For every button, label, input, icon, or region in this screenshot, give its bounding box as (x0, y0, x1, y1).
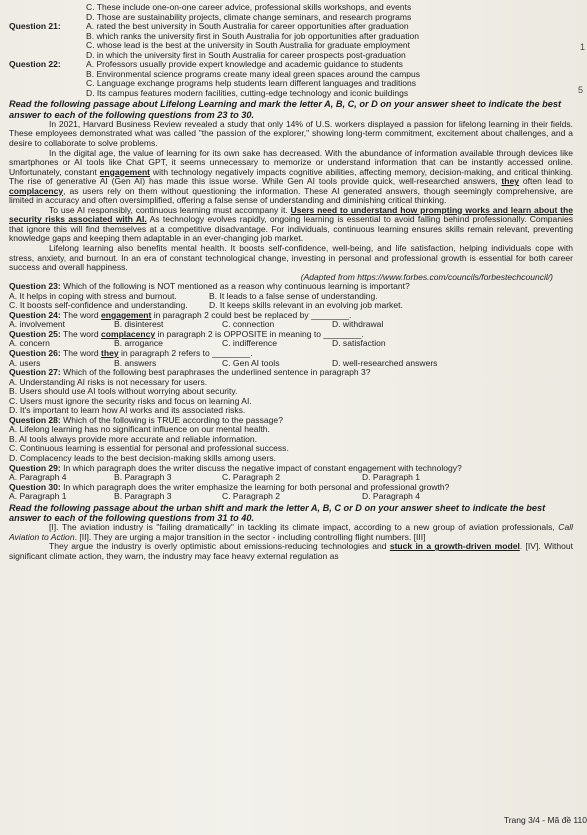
option-q28-d: D. Complacency leads to the best decision-making skills among users. (9, 453, 276, 464)
margin-mark-2: 5 (578, 85, 584, 95)
option-q30-d: D. Paragraph 4 (362, 491, 420, 502)
option-q24-b: B. disinterest (114, 319, 164, 330)
page-footer: Trang 3/4 - Mã đề 110 (503, 815, 587, 825)
option-q29-b: B. Paragraph 3 (114, 472, 172, 483)
option-q25-d: D. satisfaction (332, 338, 386, 349)
option-q25-c: C. indifference (222, 338, 277, 349)
question-30-text: In which paragraph does the writer emphasize the learning for both personal and professional growth? (60, 481, 450, 492)
option-q26-d: D. well-researched answers (332, 357, 438, 368)
p2-text-b: with technology negatively impacts cognitive abilities, affecting memory, decision-making, and critical thinking. The rise of generative AI (Gen AI) has made this issue worse. While Gen AI tools provide quick, well-researched answers, (9, 166, 573, 187)
option-q30-b: B. Paragraph 3 (114, 491, 172, 502)
question-25-stem (9, 330, 573, 340)
underlined-sentence: Users need to understand how prompting works and learn about the security risks associated with AI. (9, 204, 573, 225)
passage2-p2-text-a: They argue the industry is overly optimistic about emissions-reducing technologies and (49, 541, 390, 552)
option-q22-b: B. Environmental science programs create many ideal green spaces around the campus (86, 68, 420, 79)
question-25-label: Question 25: (9, 328, 61, 339)
p3-text-a: To use AI responsibly, continuous learning must accompany it. (49, 204, 291, 215)
passage2-p1-text-b: . [II]. They are urging a major transition in the sector - including controlling flight numbers. [III] (74, 531, 426, 542)
question-30-stem (9, 483, 573, 493)
passage2-underlined-phrase: stuck in a growth-driven model (389, 541, 520, 552)
question-24-text-b: in paragraph 2 could best be replaced by ________. (151, 309, 352, 320)
passage1-paragraph-2 (9, 149, 573, 206)
option-q30-a: A. Paragraph 1 (9, 491, 67, 502)
question-28-label: Question 28: (9, 414, 61, 425)
option-q27-d: D. It's important to learn how AI works and its associated risks. (9, 405, 246, 416)
option-q22-d: D. Its campus features modern facilities, cutting-edge technology and iconic buildings (86, 87, 409, 98)
passage1-paragraph-4: Lifelong learning also benefits mental health. It boosts self-confidence, well-being, and life satisfaction, helping individuals cope with stress, anxiety, and burnout. In an era of constant technological change, investing in personal and professional growth is essential for both career success and overall happiness. (9, 242, 573, 273)
question-25-text-b: in paragraph 2 is OPPOSITE in meaning to ________. (155, 328, 364, 339)
option-q23-c: C. It boosts self-confidence and understanding. (9, 300, 188, 311)
question-27-text: Which of the following best paraphrases the underlined sentence in paragraph 3? (60, 367, 371, 378)
question-21-label: Question 21: (9, 21, 61, 32)
margin-mark-1: 1 (580, 42, 586, 52)
option-q27-c: C. Users must ignore the security risks and focus on learning AI. (9, 395, 252, 406)
question-23-options (9, 292, 573, 311)
question-25-underlined: complacency (101, 328, 156, 339)
option-q27-b: B. Users should use AI tools without worrying about security. (9, 386, 238, 397)
passage2-p1-text-a: [I]. The aviation industry is "failing dramatically" in tackling its climate impact, according to a new group of aviation professionals, (49, 522, 559, 533)
question-26-underlined: they (101, 348, 119, 358)
passage1-paragraph-3 (9, 206, 573, 244)
question-26-stem (9, 349, 573, 359)
question-24-stem (9, 311, 573, 321)
question-24-text-a: The word (60, 309, 101, 320)
question-29-text: In which paragraph does the writer discuss the negative impact of constant engagement with technology? (60, 462, 462, 473)
option-q28-a: A. Lifelong learning has no significant influence on our mental health. (9, 424, 270, 435)
passage2-paragraph-1 (9, 523, 573, 542)
option-q26-c: C. Gen AI tools (222, 357, 280, 368)
passage2-paragraph-2 (9, 542, 573, 561)
option-q26-a: A. users (9, 357, 41, 368)
option-q30-c: C. Paragraph 2 (222, 491, 280, 502)
option-q24-d: D. withdrawal (332, 319, 384, 330)
question-24-label: Question 24: (9, 309, 61, 320)
option-q23-d: D. It keeps skills relevant in an evolving job market. (209, 300, 403, 311)
question-26-label: Question 26: (9, 348, 61, 358)
option-q23-a: A. It helps in coping with stress and burnout. (9, 290, 177, 301)
question-30-options (9, 492, 573, 502)
option-q21-c: C. whose lead is the best at the university in South Australia for graduate employment (86, 40, 411, 51)
passage2-p2-text-b: . [IV]. Without significant climate action, they warn, the industry may face heavy external regulation as (9, 541, 573, 561)
question-27-label: Question 27: (9, 367, 61, 378)
option-q24-c: C. connection (222, 319, 275, 330)
section-heading-urban-shift: Read the following passage about the urban shift and mark the letter A, B, C or D on your answer sheet to indicate the best answer to each of the following questions from 31 to 40. (9, 502, 546, 523)
question-23-label: Question 23: (9, 281, 61, 292)
option-q29-a: A. Paragraph 4 (9, 472, 67, 483)
underlined-engagement: engagement (99, 166, 151, 177)
section-heading-lifelong-learning: Read the following passage about Lifelong Learning and mark the letter A, B, C, or D on your answer sheet to indicate the best answer to each of the following questions from 23 to 30. (9, 99, 562, 120)
option-q25-a: A. concern (9, 338, 50, 349)
passage1-paragraph-1: In 2021, Harvard Business Review revealed a study that only 14% of U.S. workers displayed a passion for lifelong learning in their fields. These employees demonstrated what was called "the passion of the explorer," showing long-term commitment, excitement about challenges, and a desire to collaborate to solve problems. (9, 118, 573, 148)
option-q24-a: A. involvement (9, 319, 66, 330)
option-q28-b: B. AI tools always provide more accurate and reliable information. (9, 433, 257, 444)
option-q20-d: D. Those are sustainability projects, climate change seminars, and research programs (86, 11, 412, 22)
option-q23-b: B. It leads to a false sense of understanding. (209, 290, 378, 301)
p2-text-a: In the digital age, the value of learning for its own sake has decreased. With the abundance of information available through devices like smartphones or AI tools like Chat GPT, it seems unnecessary to memorize or understand information that can be instantly accessed online. Unfortunately, constant (9, 147, 573, 177)
underlined-they: they (501, 176, 519, 187)
question-24-underlined: engagement (101, 309, 152, 320)
question-29-stem (9, 464, 573, 474)
p2-text-d: , as users rely on them without questioning the information. These AI generated answers, though seemingly comprehensive, are limited in accuracy and often oversimplified, offering a false sense of understanding and diminishing critical thinking. (9, 185, 573, 206)
option-q20-c: C. These include one-on-one career advice, professional skills workshops, and events (86, 2, 412, 12)
p2-text-c: often lead to (518, 176, 574, 187)
option-q29-d: D. Paragraph 1 (362, 472, 420, 483)
question-22-label: Question 22: (9, 59, 61, 70)
passage1-source: (Adapted from https://www.forbes.com/councils/forbestechcouncil/) (300, 271, 553, 282)
question-29-label: Question 29: (9, 462, 61, 473)
option-q21-d: D. in which the university first in South Australia for career prospects post-graduation (86, 49, 406, 60)
option-q21-b: B. which ranks the university first in South Australia for job opportunities after graduation (86, 30, 420, 41)
question-25-text-a: The word (60, 328, 101, 339)
option-q22-a: A. Professors usually provide expert knowledge and academic guidance to students (86, 59, 403, 70)
p3-text-b: As technology evolves rapidly, ongoing learning is essential to avoid falling behind professionally. Companies that ignore this will find themselves at a competitive disadvantage. For individuals, continuous learning ensures skills remain relevant, preventing knowledge gaps and keeping them adaptable in an ever-changing job market. (9, 214, 573, 244)
question-26-text-b: in paragraph 2 refers to ________. (118, 348, 253, 358)
option-q25-b: B. arrogance (114, 338, 163, 349)
option-q21-a: A. rated the best university in South Australia for career opportunities after graduation (86, 21, 409, 32)
question-28-text: Which of the following is TRUE according to the passage? (60, 414, 283, 425)
option-q26-b: B. answers (114, 357, 157, 368)
passage2-italic-group-name: Call Aviation to Action (9, 522, 573, 542)
option-q22-c: C. Language exchange programs help students learn different languages and traditions (86, 78, 417, 89)
question-26-text-a: The word (60, 348, 101, 358)
question-30-label: Question 30: (9, 481, 61, 492)
option-q28-c: C. Continuous learning is essential for personal and professional success. (9, 443, 289, 454)
underlined-complacency: complacency (9, 185, 64, 196)
option-q27-a: A. Understanding AI risks is not necessary for users. (9, 376, 208, 387)
option-q29-c: C. Paragraph 2 (222, 472, 280, 483)
question-23-text: Which of the following is NOT mentioned as a reason why continuous learning is important? (60, 281, 410, 292)
